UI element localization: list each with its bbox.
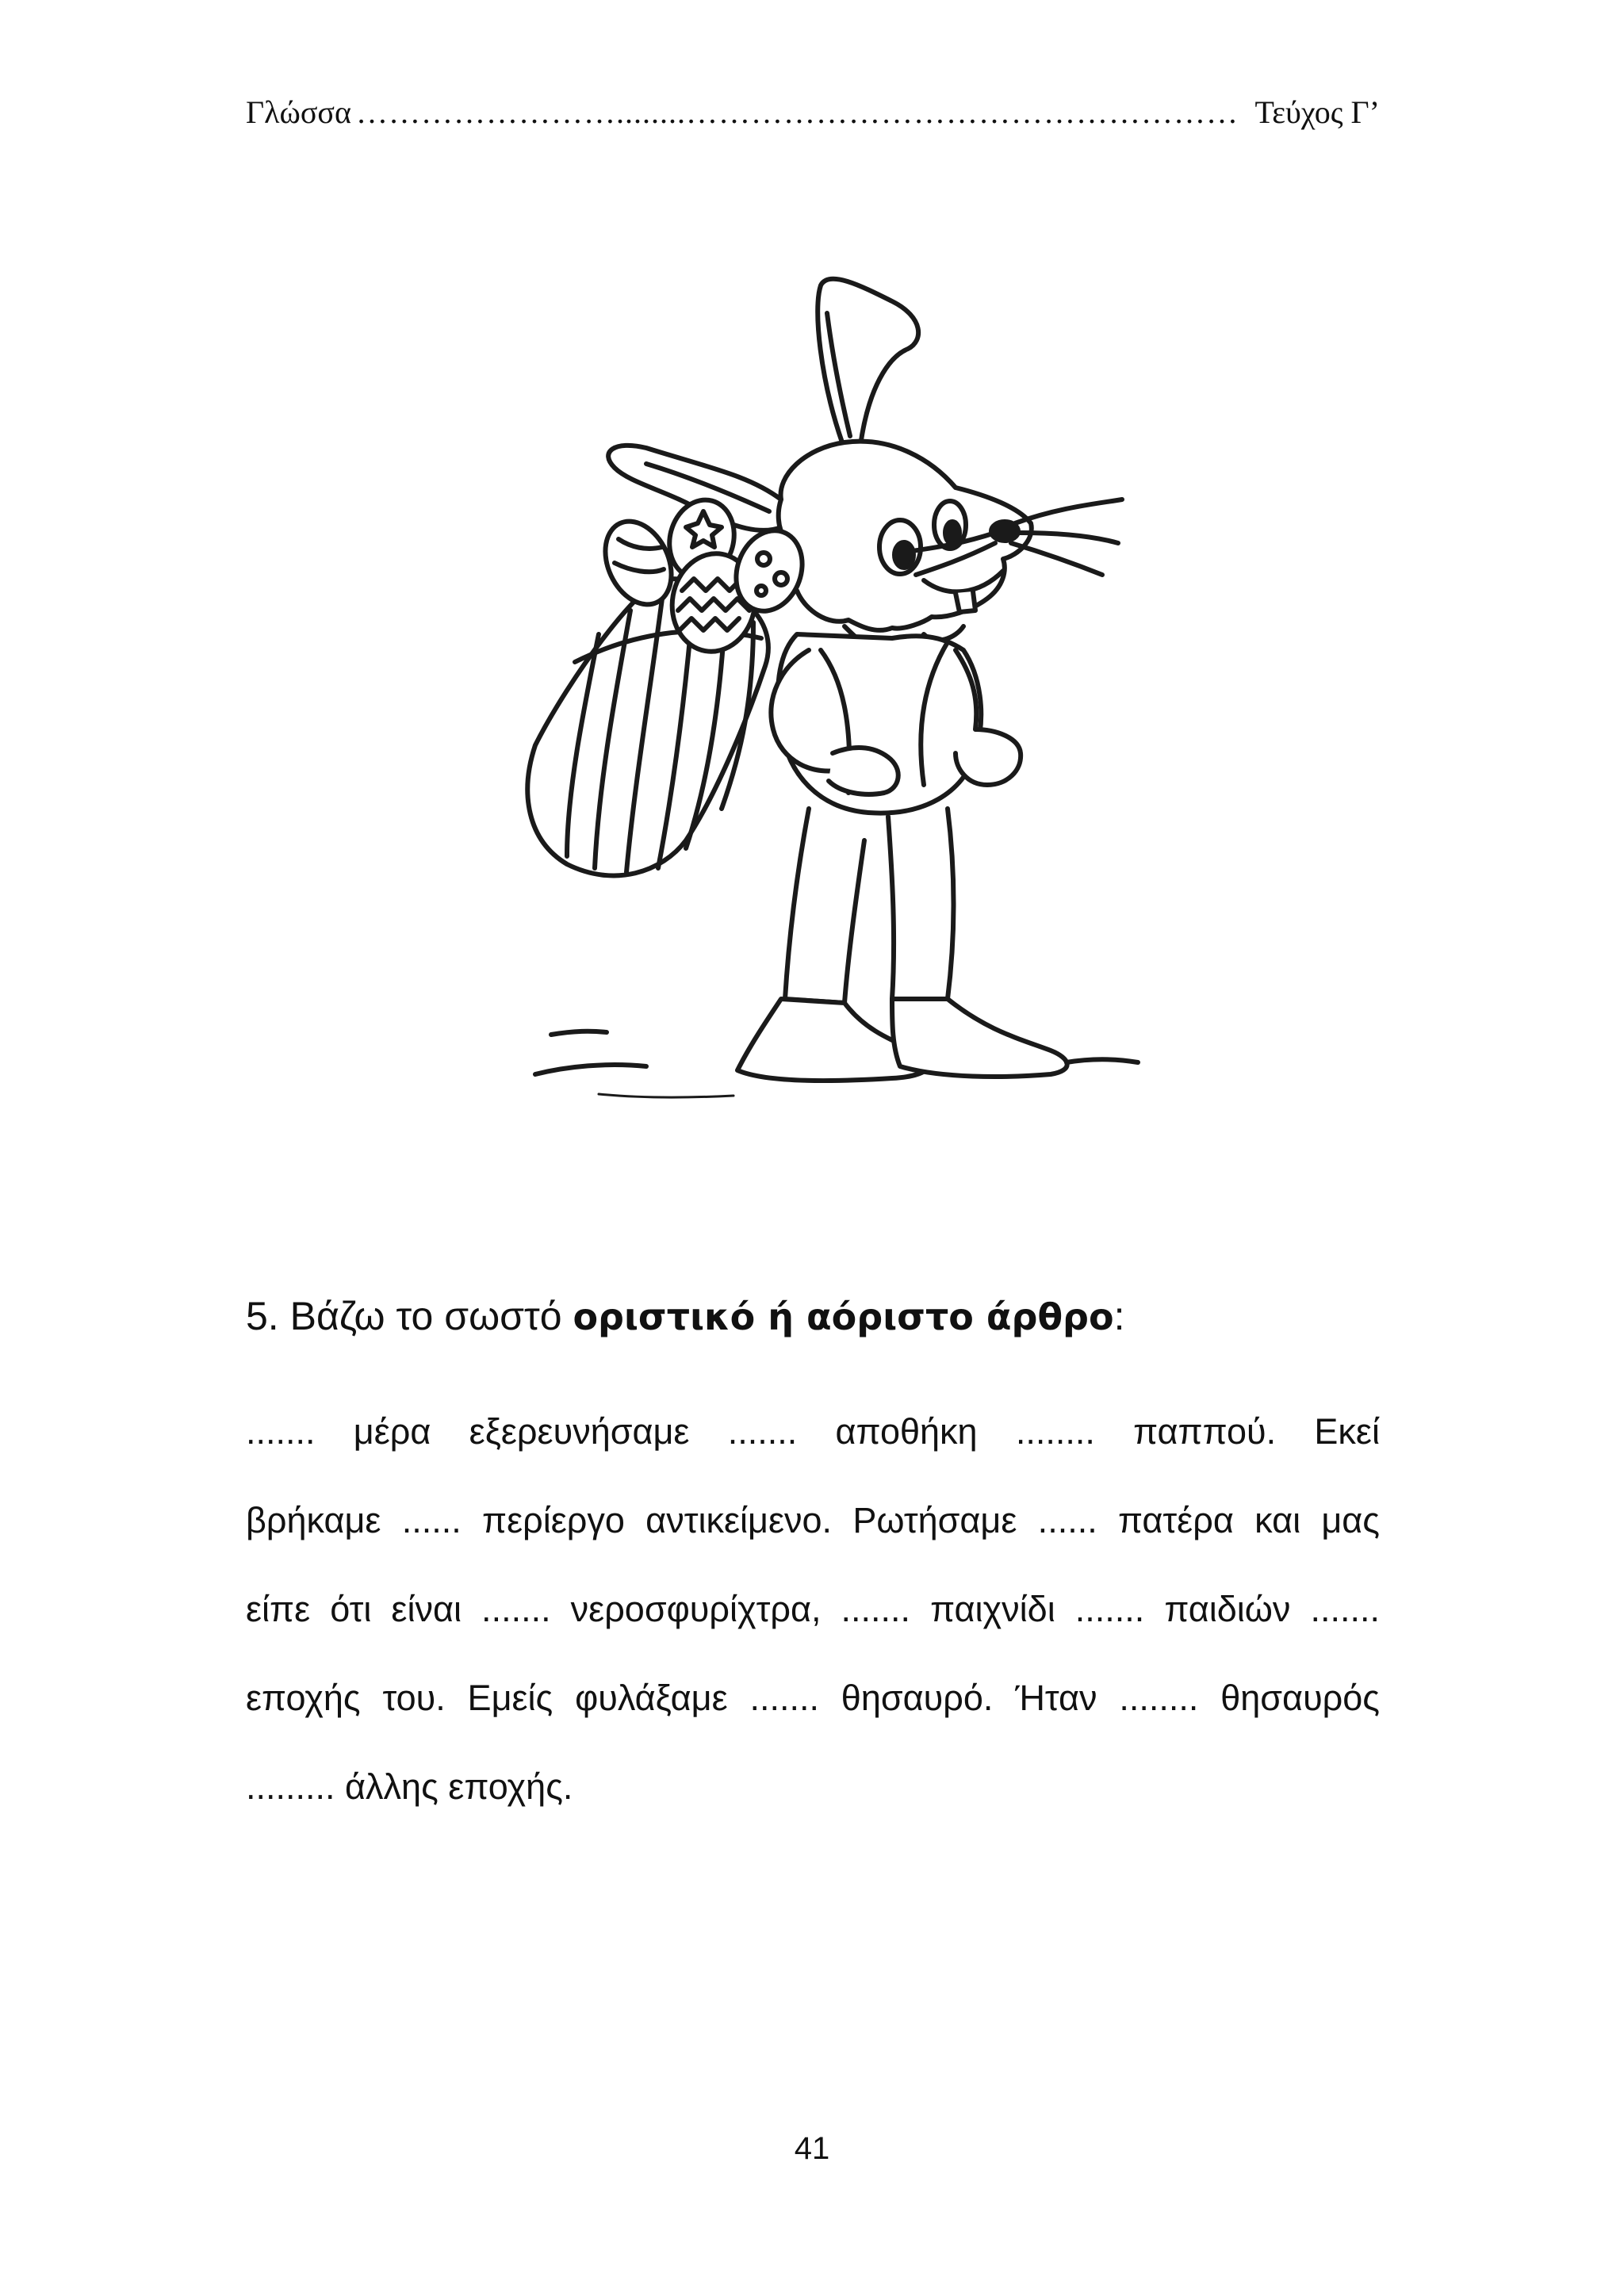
exercise-line-4: εποχής του. Εμείς φυλάξαμε ....... θησαυρό. Ήταν ........ θησαυρός <box>246 1678 1380 1718</box>
easter-bunny-with-egg-basket-icon <box>448 238 1178 1158</box>
exercise-line-1: ....... μέρα εξερευνήσαμε ....... αποθήκη ........ παππού. Εκεί <box>246 1411 1380 1452</box>
exercise-title-prefix: 5. Βάζω το σωστό <box>246 1294 573 1338</box>
exercise-title <box>246 1288 1124 1345</box>
exercise-line-2: βρήκαμε ...... περίεργο αντικείμενο. Ρωτήσαμε ...... πατέρα και μας <box>246 1500 1380 1540</box>
exercise-paragraph <box>246 1402 1380 1846</box>
header-subject: Γλώσσα <box>246 94 351 130</box>
header-issue: Τεύχος Γ’ <box>1254 94 1380 130</box>
exercise-line-5: ......... άλλης εποχής. <box>246 1766 573 1807</box>
exercise-title-bold: οριστικό ή αόριστο άρθρο <box>573 1295 1114 1338</box>
page-header <box>246 89 1380 136</box>
exercise-title-suffix: : <box>1113 1294 1125 1338</box>
header-leader-dots: ……………………........…………………………………………… <box>355 94 1239 130</box>
page-number: 41 <box>794 2131 830 2166</box>
exercise-line-3: είπε ότι είναι ....... νεροσφυρίχτρα, ....... παιχνίδι ....... παιδιών ....... <box>246 1589 1380 1629</box>
